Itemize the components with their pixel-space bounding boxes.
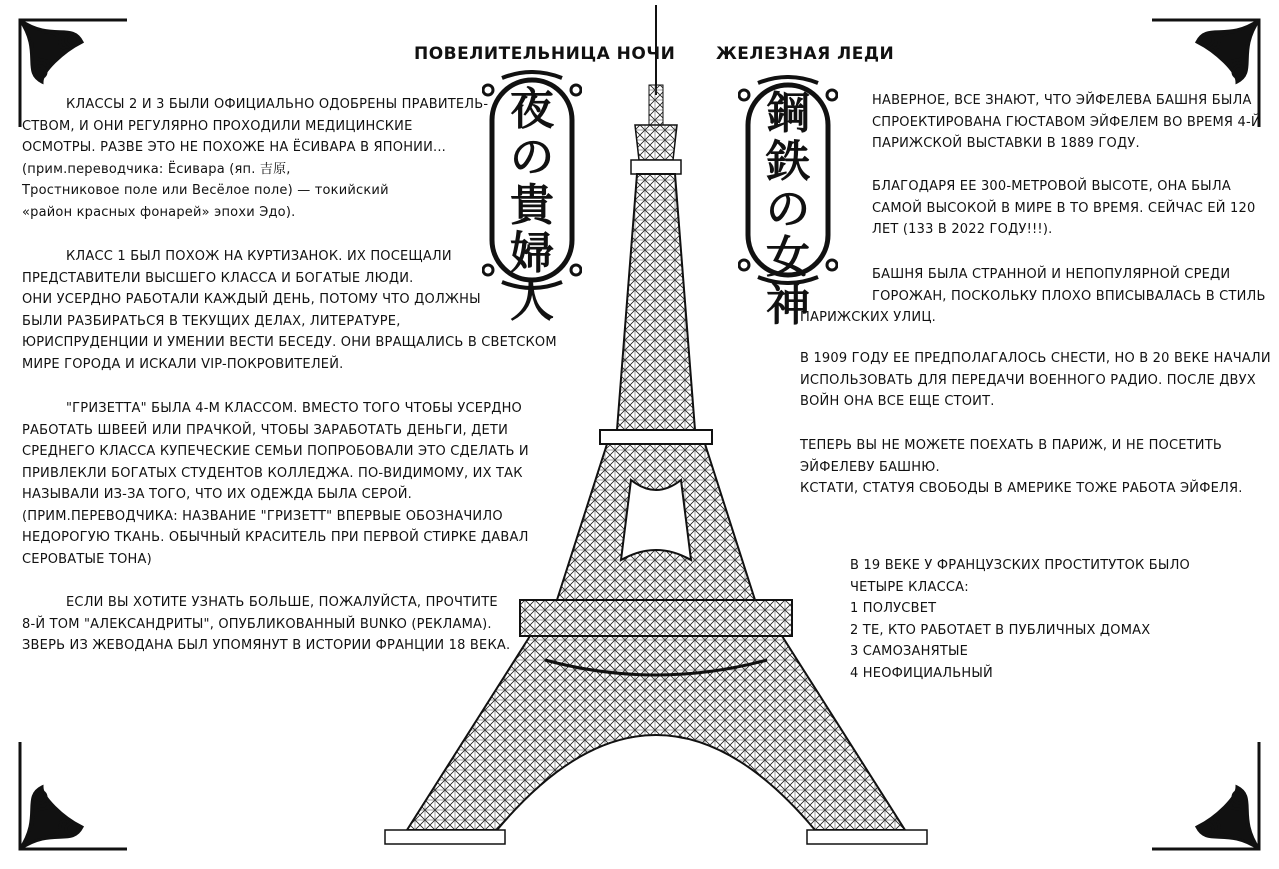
text-line: КСТАТИ, СТАТУЯ СВОБОДЫ В АМЕРИКЕ ТОЖЕ РАБОТА ЭЙФЕЛЯ. <box>800 481 1243 496</box>
text-line: ЧЕТЫРЕ КЛАССА: <box>850 579 969 595</box>
text-line: 8-Й ТОМ "АЛЕКСАНДРИТЫ", ОПУБЛИКОВАННЫЙ BUNKO (РЕКЛАМА). <box>22 616 492 632</box>
text-line: ИСПОЛЬЗОВАТЬ ДЛЯ ПЕРЕДАЧИ ВОЕННОГО РАДИО. ПОСЛЕ ДВУХ <box>800 372 1256 388</box>
text-line: ПАРИЖСКОЙ ВЫСТАВКИ В 1889 ГОДУ. <box>872 136 1140 151</box>
text-line: ЕСЛИ ВЫ ХОТИТЕ УЗНАТЬ БОЛЬШЕ, ПОЖАЛУЙСТА, ПРОЧТИТЕ <box>66 595 498 610</box>
text-line: НЕДОРОГУЮ ТКАНЬ. ОБЫЧНЫЙ КРАСИТЕЛЬ ПРИ ПЕРВОЙ СТИРКЕ ДАВАЛ <box>22 530 529 545</box>
text-line: БАШНЯ БЫЛА СТРАННОЙ И НЕПОПУЛЯРНОЙ СРЕДИ <box>872 267 1231 282</box>
text-line: ЭЙФЕЛЕВУ БАШНЮ. <box>800 459 940 475</box>
text-line: НАВЕРНОЕ, ВСЕ ЗНАЮТ, ЧТО ЭЙФЕЛЕВА БАШНЯ БЫЛА <box>872 93 1252 108</box>
text-line: КЛАСС 1 БЫЛ ПОХОЖ НА КУРТИЗАНОК. ИХ ПОСЕЩАЛИ <box>66 249 452 264</box>
text-line: ГОРОЖАН, ПОСКОЛЬКУ ПЛОХО ВПИСЫВАЛАСЬ В СТИЛЬ <box>872 288 1266 304</box>
text-line: В 19 ВЕКЕ У ФРАНЦУЗСКИХ ПРОСТИТУТОК БЫЛО <box>850 558 1190 573</box>
text-line: СЕРОВАТЫЕ ТОНА) <box>22 551 152 567</box>
list-item: 2 ТЕ, КТО РАБОТАЕТ В ПУБЛИЧНЫХ ДОМАХ <box>850 622 1151 638</box>
text-line: ТЕПЕРЬ ВЫ НЕ МОЖЕТЕ ПОЕХАТЬ В ПАРИЖ, И НЕ ПОСЕТИТЬ <box>800 438 1222 453</box>
left-paragraph-1 <box>22 94 488 223</box>
text-line: ЛЕТ (133 В 2022 ГОДУ!!!). <box>872 222 1053 237</box>
right-paragraph-5 <box>800 435 1243 500</box>
text-line: БЛАГОДАРЯ ЕЕ 300-МЕТРОВОЙ ВЫСОТЕ, ОНА БЫЛА <box>872 179 1231 194</box>
text-line: ПРЕДСТАВИТЕЛИ ВЫСШЕГО КЛАССА И БОГАТЫЕ ЛЮДИ. <box>22 270 414 286</box>
right-cartouche-text: 鋼 鉄 の 女 神 <box>766 88 810 331</box>
text-line: ВОЙН ОНА ВСЕ ЕЩЕ СТОИТ. <box>800 394 995 409</box>
right-paragraph-4 <box>800 348 1271 413</box>
text-line: В 1909 ГОДУ ЕЕ ПРЕДПОЛАГАЛОСЬ СНЕСТИ, НО В 20 ВЕКЕ НАЧАЛИ <box>800 351 1271 366</box>
text-line: БЫЛИ РАЗБИРАТЬСЯ В ТЕКУЩИХ ДЕЛАХ, ЛИТЕРАТУРЕ, <box>22 313 401 329</box>
list-item: 1 ПОЛУСВЕТ <box>850 601 937 616</box>
corner-ornament-bottom-left <box>12 732 137 857</box>
right-paragraph-2 <box>872 176 1255 241</box>
text-line: СПРОЕКТИРОВАНА ГЮСТАВОМ ЭЙФЕЛЕМ ВО ВРЕМЯ 4-Й <box>872 114 1261 130</box>
left-paragraph-4 <box>22 592 510 657</box>
text-line: ЮРИСПРУДЕНЦИИ И УМЕНИИ ВЕСТИ БЕСЕДУ. ОНИ ВРАЩАЛИСЬ В СВЕТСКОМ <box>22 335 557 350</box>
text-line: ПАРИЖСКИХ УЛИЦ. <box>800 310 936 325</box>
text-line: КЛАССЫ 2 И 3 БЫЛИ ОФИЦИАЛЬНО ОДОБРЕНЫ ПРАВИТЕЛЬ- <box>66 97 489 112</box>
text-line: ПРИВЛЕКЛИ БОГАТЫХ СТУДЕНТОВ КОЛЛЕДЖА. ПО-ВИДИМОМУ, ИХ ТАК <box>22 465 523 481</box>
right-paragraph-6 <box>850 555 1190 684</box>
text-line: МИРЕ ГОРОДА И ИСКАЛИ VIP-ПОКРОВИТЕЛЕЙ. <box>22 356 344 372</box>
list-item: 3 САМОЗАНЯТЫЕ <box>850 644 969 659</box>
corner-ornament-bottom-right <box>1142 732 1267 857</box>
text-line: НАЗЫВАЛИ ИЗ-ЗА ТОГО, ЧТО ИХ ОДЕЖДА БЫЛА СЕРОЙ. <box>22 487 413 502</box>
left-paragraph-2 <box>22 246 557 375</box>
right-paragraph-1 <box>872 90 1261 155</box>
list-item: 4 НЕОФИЦИАЛЬНЫЙ <box>850 665 993 681</box>
right-title: ЖЕЛЕЗНАЯ ЛЕДИ <box>716 44 895 64</box>
right-paragraph-3 <box>800 264 1266 329</box>
left-title: ПОВЕЛИТЕЛЬНИЦА НОЧИ <box>414 44 676 64</box>
left-paragraph-3 <box>22 398 529 570</box>
text-line: (прим.переводчика: Ёсивара (яп. 吉原, <box>22 161 291 177</box>
text-line: Тростниковое поле или Весёлое поле) — токийский <box>22 183 389 198</box>
text-line: РАБОТАТЬ ШВЕЕЙ ИЛИ ПРАЧКОЙ, ЧТОБЫ ЗАРАБОТАТЬ ДЕНЬГИ, ДЕТИ <box>22 422 509 438</box>
text-line: СТВОМ, И ОНИ РЕГУЛЯРНО ПРОХОДИЛИ МЕДИЦИНСКИЕ <box>22 118 413 134</box>
text-line: СРЕДНЕГО КЛАССА КУПЕЧЕСКИЕ СЕМЬИ ПОПРОБОВАЛИ ЭТО СДЕЛАТЬ И <box>22 444 529 459</box>
left-cartouche-text: 夜 の 貴 婦 人 <box>510 84 554 327</box>
text-line: «район красных фонарей» эпохи Эдо). <box>22 204 296 220</box>
text-line: "ГРИЗЕТТА" БЫЛА 4-М КЛАССОМ. ВМЕСТО ТОГО ЧТОБЫ УСЕРДНО <box>66 401 522 416</box>
text-line: ОНИ УСЕРДНО РАБОТАЛИ КАЖДЫЙ ДЕНЬ, ПОТОМУ ЧТО ДОЛЖНЫ <box>22 292 481 307</box>
text-line: ОСМОТРЫ. РАЗВЕ ЭТО НЕ ПОХОЖЕ НА ЁСИВАРА В ЯПОНИИ... <box>22 140 447 155</box>
text-line: (ПРИМ.ПЕРЕВОДЧИКА: НАЗВАНИЕ "ГРИЗЕТТ" ВПЕРВЫЕ ОБОЗНАЧИЛО <box>22 508 503 524</box>
text-line: ЗВЕРЬ ИЗ ЖЕВОДАНА БЫЛ УПОМЯНУТ В ИСТОРИИ ФРАНЦИИ 18 ВЕКА. <box>22 638 511 653</box>
text-line: САМОЙ ВЫСОКОЙ В МИРЕ В ТО ВРЕМЯ. СЕЙЧАС ЕЙ 120 <box>872 200 1256 216</box>
